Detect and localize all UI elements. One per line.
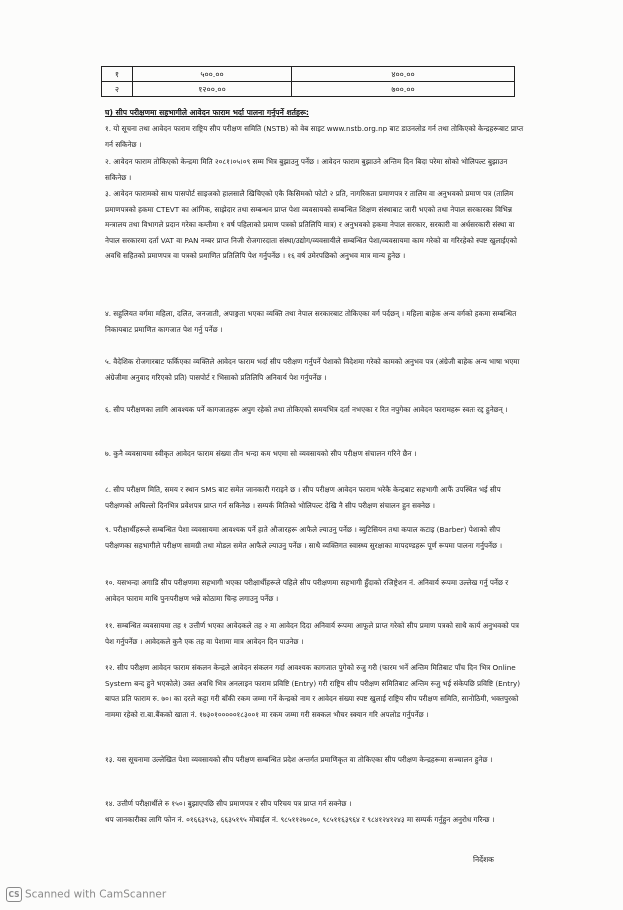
- scanner-label: Scanned with CamScanner: [25, 888, 167, 901]
- condition-item: ८. सीप परीक्षण मिति, समय र स्थान SMS बाट समेत जानकारी गराइने छ । सीप परीक्षण आवेदन फाराम भरेकै केन्द्रबाट सहभागी आफैं उपस्थित भई सीप परीक्षणको अघिल्लो दिनभित्र प्रवेशपत्र प्राप्त गर्न सकिनेछ । सम्पर्क मितिको भोलिपल्ट देखि नै सीप परीक्षण संचालन हुन सक्नेछ ।: [105, 485, 501, 510]
- condition-item: ११. सम्बन्धित व्यवसायमा तह १ उत्तीर्ण भएका आवेदकले तह २ मा आवेदन दिदा अनिवार्य रूपमा आफूले प्राप्त गरेको सीप प्रमाण पत्रको साथै कार्य अनुभवको पत्र पेश गर्नुपर्नेछ । आवेदकले कुनै एक तह वा पेशामा मात्र आवेदन दिन पाउनेछ ।: [105, 621, 519, 646]
- condition-item: १२. सीप परीक्षण आवेदन फाराम संकलन केन्द्रले आवेदन संकलन गर्दा आवश्यक कागजात पुगेको रुजु गरी (फारम भर्ने अन्तिम मितिबाट पाँच दिन भित्र Online System बन्द हुने भएकोले) उक्त अवधि भित्र अनलाइन फाराम प्रविष्टि (Entry) गरी राष्ट्रिय सीप परीक्षण समितिबाट अन्तिम रुजु भई संकेपछि प्रविष्टि (Entry) बापत प्रति फाराम रु. ७०। का दरले कट्टा गरी बाँकी रकम जम्मा गर्ने केन्द्रको नाम र आवेदन संख्या स्पष्ट खुलाई राष्ट्रिय सीप परीक्षण समिति, सानोठिमी, भक्तपुरको नाममा रहेको रा.बा.बैंकको खाता नं. १७३०१०००००१८३००१ मा रकम जम्मा गरी सक्कल भौचर स्क्यान गरि अपलोड गर्नुपर्नेछ ।: [105, 663, 521, 719]
- condition-item: २. आवेदन फाराम तोकिएको केन्द्रमा मिति २०८१।०५।०९ सम्म भित्र बुझाउनु पर्नेछ । आवेदन फाराम बुझाउने अन्तिम दिन बिदा परेमा सोको भोलिपल्ट बुझाउन सकिनेछ ।: [105, 157, 508, 182]
- fee-amount-a: १२००.००: [133, 82, 292, 97]
- condition-item: ५. वैदेशिक रोजगारबाट फर्किएका व्यक्तिले आवेदन फाराम भर्दा सीप परीक्षण गर्नुपर्ने पेशाको विदेशमा गरेको कामको अनुभव पत्र (अंग्रेजी बाहेक अन्य भाषा भएमा अंग्रेजीमा अनुवाद गरिएको प्रति) पासपोर्ट र भिसाको प्रतिलिपि अनिवार्य पेश गर्नुपर्नेछ ।: [105, 357, 520, 382]
- condition-item: १०. यसभन्दा अगाडि सीप परीक्षणमा सहभागी भएका परीक्षार्थीहरूले पहिले सीप परीक्षणमा सहभागी हुँदाको रजिष्ट्रेशन नं. अनिवार्य रूपमा उल्लेख गर्नु पर्नेछ र आवेदन फाराम माथि पुनःपरीक्षण भन्ने कोठामा चिन्ह लगाउनु पर्नेछ ।: [105, 578, 509, 603]
- table-row: [102, 82, 515, 97]
- fee-amount-b: ४००.००: [292, 67, 515, 82]
- row-number: १: [102, 67, 133, 82]
- scanner-footer: [6, 887, 166, 902]
- condition-item: ७. कुनै व्यवसायमा स्वीकृत आवेदन फाराम संख्या तीन भन्दा कम भएमा सो व्यवसायको सीप परीक्षण संचालन गरिने छैन ।: [105, 449, 417, 458]
- condition-item: १. यो सूचना तथा आवेदन फाराम राष्ट्रिय सीप परीक्षण समिति (NSTB) को वेब साइट www.nstb.org.np बाट डाउनलोड गर्न तथा तोकिएको केन्द्रहरूबाट प्राप्त गर्न सकिनेछ ।: [105, 124, 524, 149]
- condition-item: ६. सीप परीक्षणका लागि आवश्यक पर्ने कागजातहरू अपुग रहेको तथा तोकिएको समयभित्र दर्ता नभएका र रित नपुगेका आवेदन फारामहरू स्वतः रद्द हुनेछन् ।: [105, 405, 508, 414]
- condition-item: १३. यस सूचनामा उल्लेखित पेशा व्यवसायको सीप परीक्षण सम्बन्धित प्रदेश अन्तर्गत प्रमाणिकृत वा तोकिएका सीप परीक्षण केन्द्रहरूमा सञ्चालन हुनेछ ।: [105, 755, 493, 764]
- camscanner-icon: CS: [6, 887, 22, 902]
- condition-item: १४. उत्तीर्ण परीक्षार्थीले रु १५०। बुझाएपछि सीप प्रमाणपत्र र सीप परिचय पत्र प्राप्त गर्न सक्नेछ । थप जानकारीका लागि फोन नं. ०१६६३९५३, ६६३५१९५ मोबाईल नं. ९८५११२७०८०, ९८५११६३९६४ र ९८४१२४१२४३ मा सम्पर्क गर्नुहुन अनुरोध गरिन्छ ।: [105, 799, 495, 824]
- table-row: [102, 67, 515, 82]
- condition-item: ९. परीक्षार्थीहरूले सम्बन्धित पेशा व्यवसायमा आवश्यक पर्ने हाते औजारहरू आफैले ल्याउनु पर्नेछ । ब्युटिसियन तथा कपाल कटाइ (Barber) पेशाको सीप परीक्षणका सहभागीले परीक्षण सामग्री तथा मोडल समेत आफैले ल्याउनु पर्नेछ । साथै व्यक्तिगत स्वास्थ्य सुरक्षाका मापदण्डहरू पूर्ण रूपमा पालना गर्नुपर्नेछ ।: [105, 525, 503, 550]
- fee-amount-b: ७००.००: [292, 82, 515, 97]
- row-number: २: [102, 82, 133, 97]
- fee-amount-a: ५००.००: [133, 67, 292, 82]
- fee-table: [101, 66, 515, 97]
- condition-item: ४. सहुलियत वर्गमा महिला, दलित, जनजाती, अपाङ्गता भएका व्यक्ति तथा नेपाल सरकारबाट तोकिएका वर्ग पर्दछन् । महिला बाहेक अन्य वर्गको हकमा सम्बन्धित निकायबाट प्रमाणित कागजात पेश गर्नु पर्नेछ ।: [105, 309, 517, 334]
- condition-item: ३. आवेदन फारामको साथ पासपोर्ट साइजको हालसालै खिचिएको एकै किसिमको फोटो २ प्रति, नागरिकता प्रमाणपत्र र तालिम वा अनुभवको प्रमाण पत्र (तालिम प्रमाणपत्रको हकमा CTEVT का आंगिक, साझेदार तथा सम्बन्धन प्राप्त पेशा व्यवसायको सम्बन्धित शिक्षण संस्थाबाट जारी भएको तथा नेपाल सरकारका विभिन्न मन्त्रालय तथा विभागले प्रदान गरेका कम्तीमा १ वर्ष पहिलाको प्रमाण पत्रको प्रतिलिपि मात्र) र अनुभवको हकमा नेपाल सरकार, सरकारी वा अर्धसरकारी संस्था वा नेपाल सरकारमा दर्ता VAT वा PAN नम्बर प्राप्त निजी रोजगारदाता संस्था/उद्योग/व्यवसायीले सम्बन्धित पेशा/व्यवसायमा काम गरेको वा गरिरहेको स्पष्ट खुलाईएको अवधि सहितको प्रमाणपत्र वा पत्रको प्रमाणित प्रतिलिपि पेश गर्नुपर्नेछ । १६ वर्ष उमेरपछिको अनुभव मात्र मान्य हुनेछ ।: [105, 189, 518, 260]
- conditions-heading: घ) सीप परीक्षणमा सहभागीले आवेदन फाराम भर्दा पालना गर्नुपर्ने शर्तहरू:: [105, 108, 309, 117]
- signature-title: निर्देशक: [473, 855, 494, 864]
